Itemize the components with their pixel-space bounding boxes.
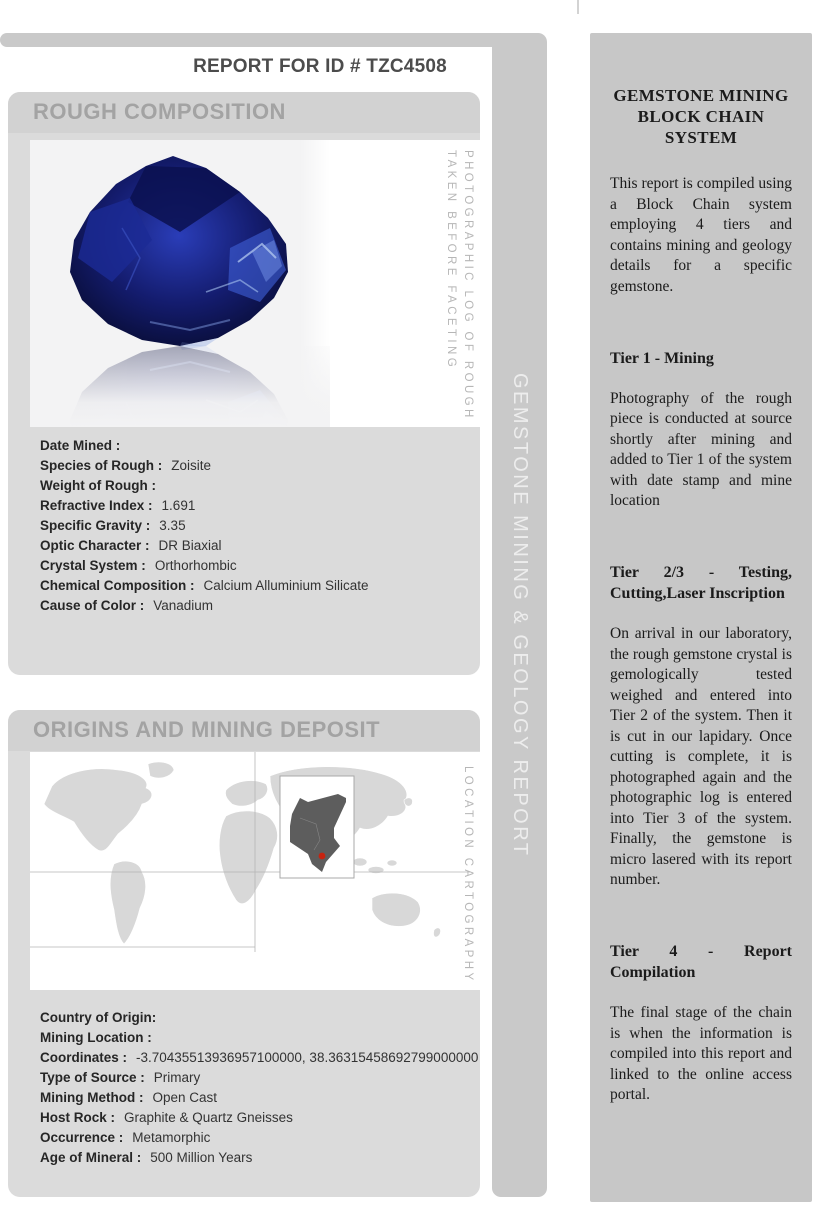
photo-caption-line1: PHOTOGRAPHIC LOG OF ROUGH bbox=[462, 150, 474, 421]
field-row: Weight of Rough : bbox=[40, 478, 156, 493]
tier1-heading: Tier 1 - Mining bbox=[610, 349, 714, 367]
rough-title-bar bbox=[8, 92, 480, 133]
sidebar-heading: GEMSTONE MINING BLOCK CHAIN SYSTEM bbox=[613, 86, 789, 147]
origins-title-bar bbox=[8, 710, 480, 751]
field-row: Chemical Composition : Calcium Alluminium Silicate bbox=[40, 578, 369, 593]
field-row: Age of Mineral : 500 Million Years bbox=[40, 1150, 253, 1165]
country-inset bbox=[280, 776, 354, 878]
field-row: Refractive Index : 1.691 bbox=[40, 498, 196, 513]
banner-text: GEMSTONE MINING & GEOLOGY REPORT bbox=[509, 372, 531, 858]
report-id-title: REPORT FOR ID # TZC4508 bbox=[193, 56, 447, 77]
field-row: Mining Method : Open Cast bbox=[40, 1090, 218, 1105]
vertical-banner bbox=[492, 33, 547, 1197]
tier23-heading: Tier 2/3 - Testing, Cutting,Laser Inscription bbox=[610, 564, 792, 602]
rough-fields bbox=[40, 436, 369, 616]
field-row: Cause of Color : Vanadium bbox=[40, 598, 214, 613]
mine-location-marker bbox=[319, 853, 326, 860]
field-row: Specific Gravity : 3.35 bbox=[40, 518, 186, 533]
tier4-heading: Tier 4 - Report Compilation bbox=[610, 943, 792, 981]
gemstone-image bbox=[30, 140, 330, 427]
field-row: Type of Source : Primary bbox=[40, 1070, 201, 1085]
field-row: Date Mined : bbox=[40, 438, 121, 453]
sidebar-intro: This report is compiled using a Block Chain system employing 4 tiers and contains mining and geology details for a specific gemstone. bbox=[610, 175, 792, 295]
origins-fields bbox=[40, 1008, 478, 1168]
field-row: Host Rock : Graphite & Quartz Gneisses bbox=[40, 1110, 293, 1125]
rough-section-title: ROUGH COMPOSITION bbox=[33, 99, 286, 124]
photo-caption bbox=[442, 150, 476, 421]
tier1-text: Photography of the rough piece is conducted at source shortly after mining and added to Tier 1 of the system with date stamp and mine location bbox=[610, 389, 792, 509]
gemstone-photo bbox=[30, 140, 330, 427]
field-row: Optic Character : DR Biaxial bbox=[40, 538, 222, 553]
tier23-text: On arrival in our laboratory, the rough gemstone crystal is gemologically tested weighed and entered into Tier 2 of the system. Then it is cut in our lapidary. Once cutting is complete, it is photographed again and the photographic log is entered into Tier 3 of the system. Finally, the gemstone is micro lasered with its report number. bbox=[610, 625, 792, 888]
rough-composition-card bbox=[8, 92, 480, 675]
field-row: Occurrence : Metamorphic bbox=[40, 1130, 211, 1145]
field-row: Mining Location : bbox=[40, 1030, 152, 1045]
location-map-box bbox=[30, 752, 480, 990]
origins-card bbox=[8, 710, 480, 1197]
field-row: Crystal System : Orthorhombic bbox=[40, 558, 237, 573]
rough-photo-box bbox=[30, 140, 480, 427]
tier4-text: The final stage of the chain is when the information is compiled into this report and linked to the online access portal. bbox=[610, 1004, 792, 1103]
header-bar bbox=[0, 33, 520, 47]
blockchain-sidebar bbox=[590, 33, 812, 1202]
field-row: Species of Rough : Zoisite bbox=[40, 458, 212, 473]
field-row: Country of Origin: bbox=[40, 1010, 157, 1025]
top-divider-line bbox=[577, 0, 579, 14]
map-caption: LOCATION CARTOGRAPHY bbox=[462, 766, 474, 984]
origins-section-title: ORIGINS AND MINING DEPOSIT bbox=[33, 717, 381, 742]
field-row: Coordinates : -3.70435513936957100000, 38.36315458692799000000 bbox=[40, 1050, 479, 1065]
photo-caption-line2: TAKEN BEFORE FACETING bbox=[445, 150, 457, 371]
world-map bbox=[30, 752, 480, 990]
